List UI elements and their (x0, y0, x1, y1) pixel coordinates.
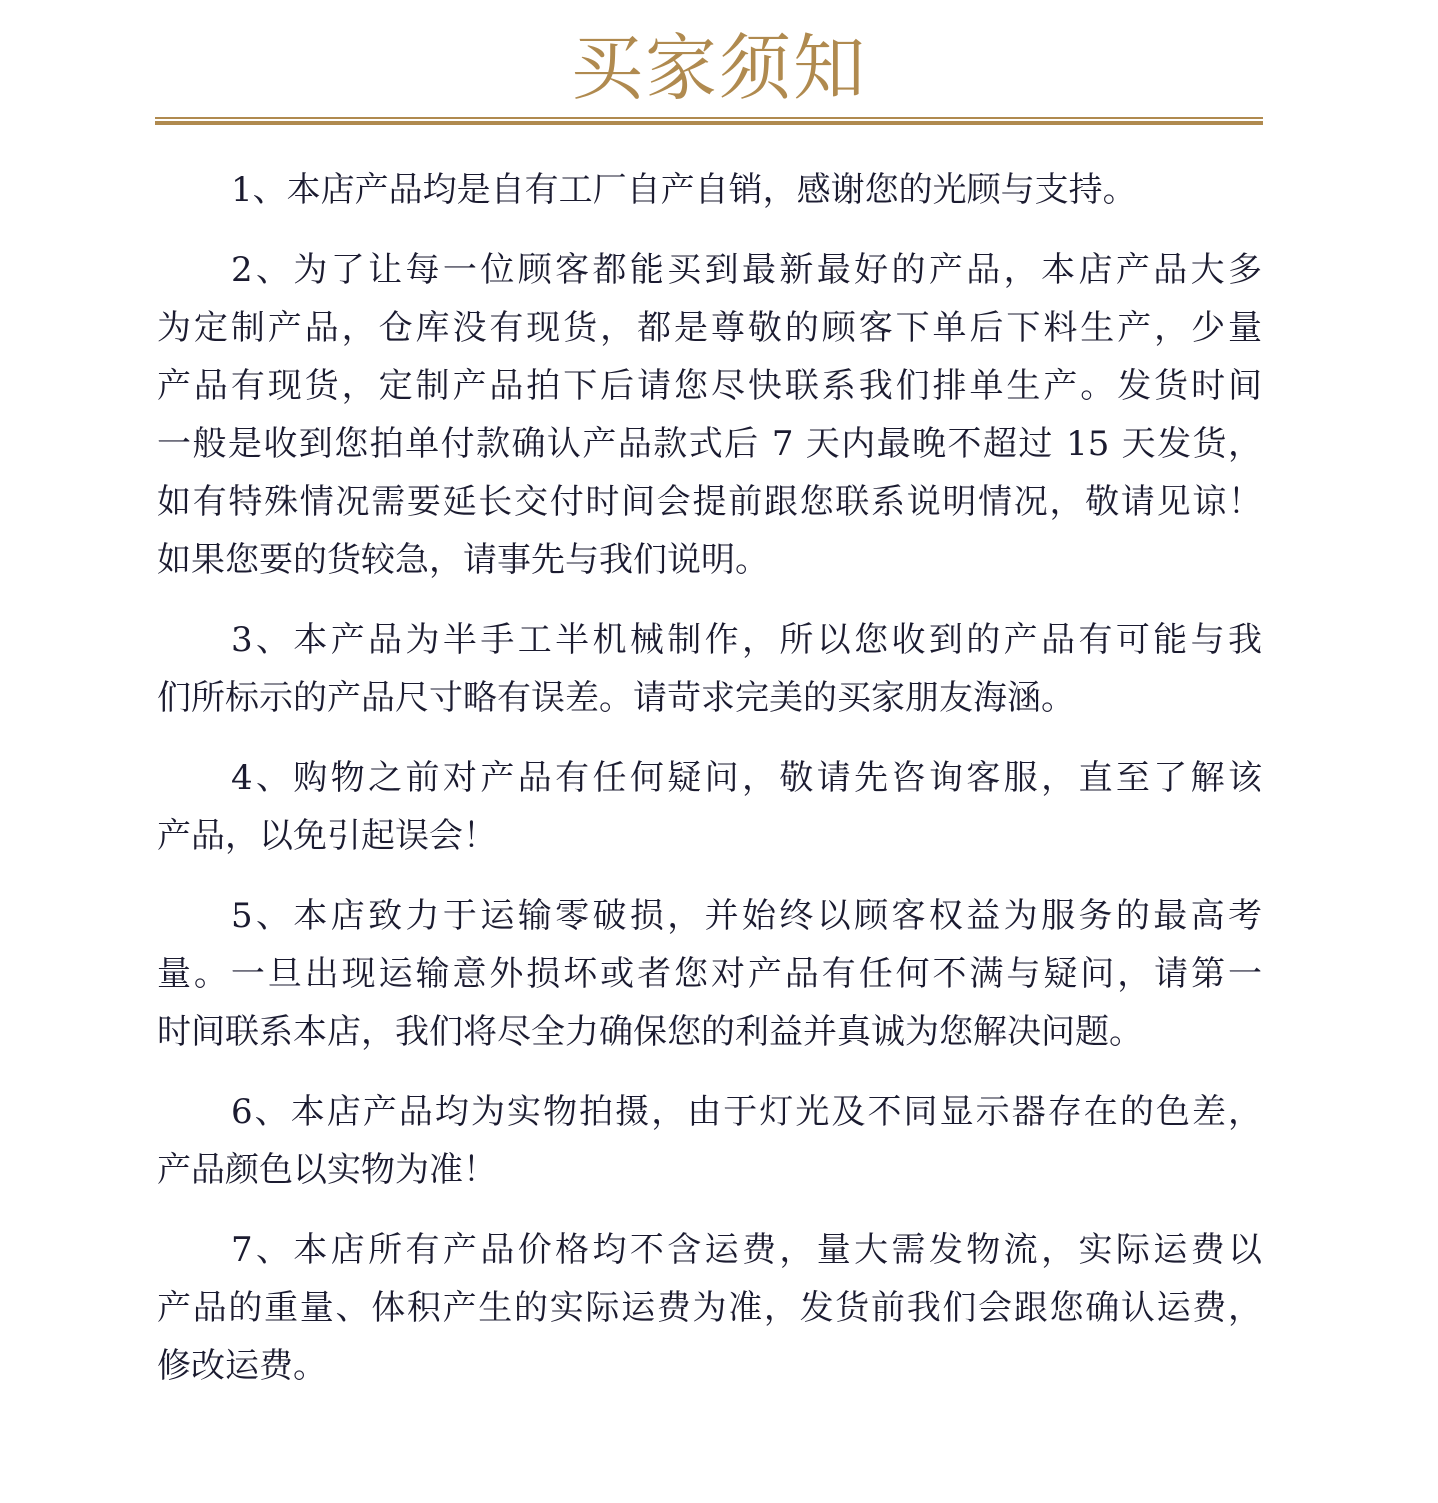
notice-line: 5、本店致力于运输零破损，并始终以顾客权益为服务的最高考 (231, 896, 1262, 936)
notice-line: 1、本店产品均是自有工厂自产自销，感谢您的光顾与支持。 (231, 170, 1137, 210)
notice-line: 2、为了让每一位顾客都能买到最新最好的产品，本店产品大多 (231, 250, 1262, 290)
notice-line: 6、本店产品均为实物拍摄，由于灯光及不同显示器存在的色差， (231, 1092, 1262, 1132)
page-title: 买家须知 (570, 26, 867, 110)
notice-line: 7、本店所有产品价格均不含运费，量大需发物流，实际运费以 (231, 1230, 1262, 1270)
notice-line: 产品颜色以实物为准！ (157, 1150, 497, 1190)
notice-line: 为定制产品，仓库没有现货，都是尊敬的顾客下单后下料生产，少量 (157, 308, 1262, 348)
notice-line: 产品的重量、体积产生的实际运费为准，发货前我们会跟您确认运费， (157, 1288, 1262, 1328)
notice-item-7 (157, 1221, 1262, 1395)
notice-line: 如有特殊情况需要延长交付时间会提前跟您联系说明情况，敬请见谅！ (157, 482, 1262, 522)
notice-item-4 (157, 749, 1262, 865)
notice-item-2 (157, 241, 1262, 589)
notice-line: 产品，以免引起误会！ (157, 816, 497, 856)
notice-line: 3、本产品为半手工半机械制作，所以您收到的产品有可能与我 (231, 620, 1262, 660)
notice-item-6 (157, 1083, 1262, 1199)
notice-line: 时间联系本店，我们将尽全力确保您的利益并真诚为您解决问题。 (157, 1012, 1143, 1052)
notice-line: 一般是收到您拍单付款确认产品款式后 7 天内最晚不超过 15 天发货， (157, 424, 1262, 464)
notice-line: 产品有现货，定制产品拍下后请您尽快联系我们排单生产。发货时间 (157, 366, 1262, 406)
notice-line: 修改运费。 (157, 1346, 327, 1386)
title-divider-thick (155, 121, 1263, 125)
notice-line: 量。一旦出现运输意外损坏或者您对产品有任何不满与疑问，请第一 (157, 954, 1262, 994)
notice-line: 如果您要的货较急，请事先与我们说明。 (157, 540, 769, 580)
title-divider-thin (155, 117, 1263, 119)
notice-content (157, 161, 1262, 1417)
notice-item-1 (157, 161, 1262, 219)
notice-line: 们所标示的产品尺寸略有误差。请苛求完美的买家朋友海涵。 (157, 678, 1075, 718)
notice-item-5 (157, 887, 1262, 1061)
notice-item-3 (157, 611, 1262, 727)
notice-line: 4、购物之前对产品有任何疑问，敬请先咨询客服，直至了解该 (231, 758, 1262, 798)
